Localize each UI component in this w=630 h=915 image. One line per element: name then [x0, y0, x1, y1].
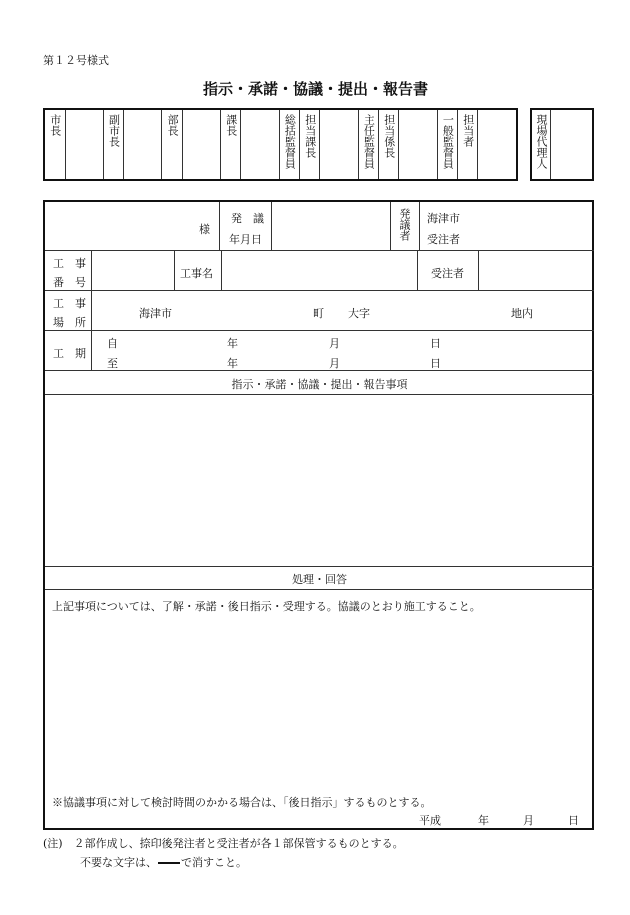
approval-label: 総括監督員 [283, 114, 297, 169]
reply-text: 上記事項については、了解・承諾・後日指示・受理する。協議のとおり施工すること。 [52, 600, 481, 613]
stamp-space[interactable] [399, 109, 437, 180]
period-to: 至 [107, 357, 118, 370]
approval-label: 担当課長 [303, 114, 317, 158]
matters-heading: 指示・承諾・協議・提出・報告事項 [231, 378, 408, 391]
period-label: 工 期 [53, 347, 86, 360]
site-town: 町 [313, 307, 324, 320]
form-number: 第１２号様式 [43, 54, 109, 67]
approval-label: 市長 [48, 114, 62, 136]
approval-stamp-table [43, 108, 518, 181]
footnote-2 [80, 854, 247, 870]
note-text: ※協議事項に対して検討時間のかかる場合は、「後日指示」するものとする。 [52, 796, 432, 809]
period-to-month: 月 [329, 357, 340, 370]
work-name-label: 工事名 [180, 267, 213, 280]
contractor-field[interactable] [479, 251, 593, 289]
approval-label: 課長 [224, 114, 238, 136]
footnote-2-pre: 不要な文字は、 [80, 856, 157, 869]
page-title: 指示・承諾・協議・提出・報告書 [203, 80, 429, 98]
reply-heading: 処理・回答 [292, 573, 347, 586]
issuer-option-city[interactable]: 海津市 [427, 212, 460, 225]
stamp-space[interactable] [124, 109, 162, 180]
stamp-space[interactable] [241, 109, 279, 180]
issuer-option-contractor[interactable]: 受注者 [427, 233, 460, 246]
stamp-space[interactable] [320, 109, 358, 180]
period-from-month: 月 [329, 337, 340, 350]
footnote-1: (注) ２部作成し、捺印後発注者と受注者が各１部保管するものとする。 [43, 837, 404, 850]
date-day: 日 [568, 814, 579, 827]
date-era: 平成 [419, 814, 441, 827]
approval-label: 主任監督員 [362, 114, 376, 169]
issue-date-label-2: 年月日 [229, 233, 262, 246]
issuer-label: 発議者 [398, 208, 411, 241]
matters-textarea[interactable] [46, 395, 593, 565]
stamp-space[interactable] [65, 109, 103, 180]
date-year: 年 [478, 814, 489, 827]
site-agent-label: 現場代理人 [535, 114, 548, 169]
sama-label: 様 [199, 223, 210, 236]
work-no-label: 工 事 [53, 257, 86, 270]
period-from-day: 日 [430, 337, 441, 350]
period-to-day: 日 [430, 357, 441, 370]
approval-label: 部長 [166, 114, 180, 136]
work-name-field[interactable] [222, 251, 416, 289]
contractor-label: 受注者 [431, 267, 464, 280]
site-agent-box [530, 108, 594, 181]
period-to-year: 年 [227, 357, 238, 370]
approval-label: 担当者 [461, 114, 475, 147]
date-month: 月 [523, 814, 534, 827]
issue-date-label: 発 議 [231, 212, 264, 225]
stamp-space[interactable] [478, 109, 517, 180]
work-no-label-2: 番 号 [53, 276, 86, 289]
stamp-space[interactable] [182, 109, 220, 180]
period-from: 自 [107, 337, 118, 350]
site-label-2: 場 所 [53, 316, 86, 329]
site-chinai: 地内 [511, 307, 533, 320]
main-form [43, 200, 594, 830]
site-aza: 大字 [348, 307, 370, 320]
approval-label: 副市長 [107, 114, 121, 147]
approval-label: 担当係長 [382, 114, 396, 158]
strike-line-sample [158, 862, 180, 864]
site-label: 工 事 [53, 297, 86, 310]
period-from-year: 年 [227, 337, 238, 350]
reply-textarea[interactable] [46, 614, 593, 789]
footnote-2-post: で消すこと。 [181, 856, 247, 869]
issue-date-field[interactable] [272, 203, 389, 249]
approval-label: 一般監督員 [441, 114, 455, 169]
site-city: 海津市 [139, 307, 172, 320]
work-no-field[interactable] [92, 251, 173, 289]
